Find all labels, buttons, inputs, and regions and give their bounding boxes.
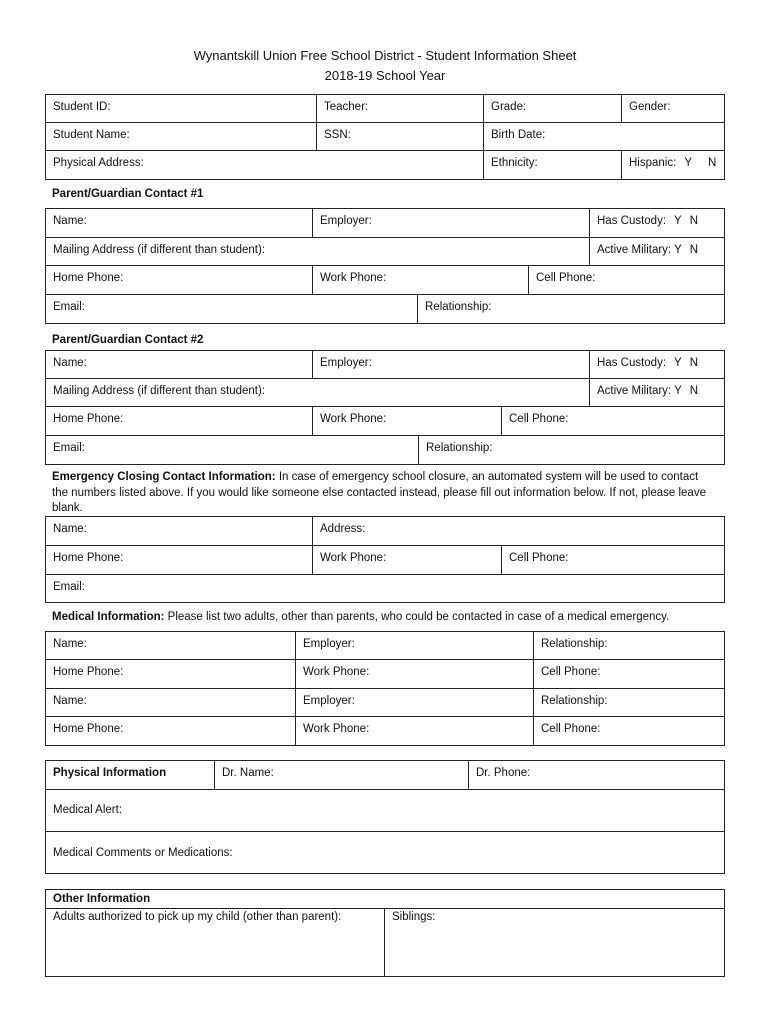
medical2-name-field[interactable]: Name:: [46, 689, 296, 716]
emergency-row-1: [45, 516, 725, 546]
medical-heading: Medical Information:: [52, 611, 165, 623]
form-title: Wynantskill Union Free School District - Student Information Sheet: [193, 48, 577, 63]
guardian1-custody-no[interactable]: N: [689, 215, 699, 227]
emergency-address-field[interactable]: Address:: [320, 523, 366, 535]
medical2-cell-phone-field[interactable]: Cell Phone:: [541, 723, 601, 735]
guardian2-employer-field[interactable]: Employer:: [313, 351, 590, 378]
gender-field[interactable]: Gender:: [629, 101, 671, 113]
guardian2-home-phone-field[interactable]: Home Phone:: [46, 407, 313, 435]
guardian2-row-4: [45, 435, 725, 465]
emergency-row-3: [45, 574, 725, 603]
guardian2-row-2: [45, 378, 725, 407]
guardian2-work-phone-field[interactable]: Work Phone:: [313, 407, 502, 435]
medical2-home-phone-field[interactable]: Home Phone:: [46, 717, 296, 745]
guardian2-custody-no[interactable]: N: [689, 357, 699, 369]
emergency-home-phone-field[interactable]: Home Phone:: [46, 546, 313, 574]
guardian2-relationship-field[interactable]: Relationship:: [426, 442, 493, 454]
guardian2-cell-phone-field[interactable]: Cell Phone:: [509, 413, 569, 425]
hispanic-no-option[interactable]: N: [707, 157, 717, 169]
emergency-name-field[interactable]: Name:: [46, 517, 313, 545]
medical2-employer-field[interactable]: Employer:: [296, 689, 534, 716]
siblings-field[interactable]: Siblings:: [392, 911, 436, 923]
guardian1-relationship-field[interactable]: Relationship:: [425, 301, 492, 313]
birth-date-field[interactable]: Birth Date:: [491, 129, 546, 141]
other-heading-row: [45, 889, 725, 909]
physical-row-3: [45, 831, 725, 874]
guardian1-row-3: [45, 265, 725, 295]
medical1-home-phone-field[interactable]: Home Phone:: [46, 660, 296, 688]
teacher-field[interactable]: Teacher:: [317, 95, 484, 122]
emergency-text: In case of emergency school closure, an automated system will be used to contact the numbers listed above. If you would like someone else contacted instead, please fill out information below. If not, please leave blank.: [52, 471, 706, 514]
medical-contact1-row-1: [45, 631, 725, 660]
guardian1-row-1: [45, 208, 725, 238]
emergency-row-2: [45, 545, 725, 575]
medical2-work-phone-field[interactable]: Work Phone:: [296, 717, 534, 745]
physical-row-1: [45, 760, 725, 790]
hispanic-field[interactable]: [622, 151, 724, 179]
guardian1-military-label: Active Military:: [597, 244, 672, 256]
medical-contact2-row-2: [45, 716, 725, 746]
medical-contact2-row-1: [45, 688, 725, 717]
guardian2-row-3: [45, 406, 725, 436]
guardian2-military-yes[interactable]: Y: [674, 385, 682, 397]
guardian1-mailing-address-field[interactable]: Mailing Address (if different than student):: [46, 238, 590, 265]
guardian2-heading: Parent/Guardian Contact #2: [52, 334, 204, 346]
emergency-instructions: [52, 470, 714, 517]
student-row-2: [45, 122, 725, 151]
guardian2-military-no[interactable]: N: [689, 385, 699, 397]
emergency-heading: Emergency Closing Contact Information:: [52, 471, 276, 483]
guardian1-work-phone-field[interactable]: Work Phone:: [313, 266, 529, 294]
guardian1-cell-phone-field[interactable]: Cell Phone:: [536, 272, 596, 284]
student-name-field[interactable]: Student Name:: [46, 123, 317, 150]
other-row: [45, 908, 725, 977]
hispanic-label: Hispanic:: [629, 157, 677, 169]
guardian1-custody-yes[interactable]: Y: [674, 215, 682, 227]
guardian2-custody-field[interactable]: [590, 351, 724, 378]
medical1-cell-phone-field[interactable]: Cell Phone:: [541, 666, 601, 678]
physical-row-2: [45, 789, 725, 832]
guardian1-name-field[interactable]: Name:: [46, 209, 313, 237]
grade-field[interactable]: Grade:: [484, 95, 622, 122]
emergency-email-field[interactable]: Email:: [53, 581, 85, 593]
medical-comments-field[interactable]: Medical Comments or Medications:: [53, 847, 233, 859]
guardian1-row-4: [45, 294, 725, 324]
guardian1-employer-field[interactable]: Employer:: [313, 209, 590, 237]
medical-instructions: [52, 610, 714, 626]
emergency-cell-phone-field[interactable]: Cell Phone:: [509, 552, 569, 564]
medical2-relationship-field[interactable]: Relationship:: [541, 695, 608, 707]
student-row-1: [45, 94, 725, 123]
guardian2-custody-label: Has Custody:: [597, 357, 667, 369]
guardian1-home-phone-field[interactable]: Home Phone:: [46, 266, 313, 294]
medical-text: Please list two adults, other than parents, who could be contacted in case of a medical emergency.: [164, 611, 670, 623]
medical1-work-phone-field[interactable]: Work Phone:: [296, 660, 534, 688]
guardian2-mailing-address-field[interactable]: Mailing Address (if different than student):: [46, 379, 590, 406]
dr-name-field[interactable]: Dr. Name:: [215, 761, 469, 789]
authorized-pickup-field[interactable]: Adults authorized to pick up my child (other than parent):: [46, 909, 385, 976]
guardian1-military-yes[interactable]: Y: [674, 244, 682, 256]
guardian1-email-field[interactable]: Email:: [46, 295, 418, 323]
student-row-3: [45, 150, 725, 180]
ssn-field[interactable]: SSN:: [317, 123, 484, 150]
guardian1-military-no[interactable]: N: [689, 244, 699, 256]
guardian2-military-field[interactable]: [590, 379, 724, 406]
guardian1-row-2: [45, 237, 725, 266]
ethnicity-field[interactable]: Ethnicity:: [484, 151, 622, 179]
medical-contact1-row-2: [45, 659, 725, 689]
guardian2-row-1: [45, 350, 725, 379]
guardian1-custody-field[interactable]: [590, 209, 724, 237]
emergency-work-phone-field[interactable]: Work Phone:: [313, 546, 502, 574]
guardian1-heading: Parent/Guardian Contact #1: [52, 188, 204, 200]
guardian2-custody-yes[interactable]: Y: [674, 357, 682, 369]
guardian2-military-label: Active Military:: [597, 385, 672, 397]
hispanic-yes-option[interactable]: Y: [684, 157, 692, 169]
guardian2-name-field[interactable]: Name:: [46, 351, 313, 378]
dr-phone-field[interactable]: Dr. Phone:: [476, 767, 531, 779]
student-id-field[interactable]: Student ID:: [46, 95, 317, 122]
guardian1-custody-label: Has Custody:: [597, 215, 667, 227]
medical1-name-field[interactable]: Name:: [46, 632, 296, 659]
guardian1-military-field[interactable]: [590, 238, 724, 265]
medical1-employer-field[interactable]: Employer:: [296, 632, 534, 659]
medical1-relationship-field[interactable]: Relationship:: [541, 638, 608, 650]
medical-alert-field[interactable]: Medical Alert:: [53, 804, 123, 816]
guardian2-email-field[interactable]: Email:: [46, 436, 419, 464]
physical-heading: Physical Information: [46, 761, 215, 789]
other-heading: Other Information: [53, 893, 151, 905]
physical-address-field[interactable]: Physical Address:: [46, 151, 484, 179]
school-year: 2018-19 School Year: [324, 68, 446, 83]
